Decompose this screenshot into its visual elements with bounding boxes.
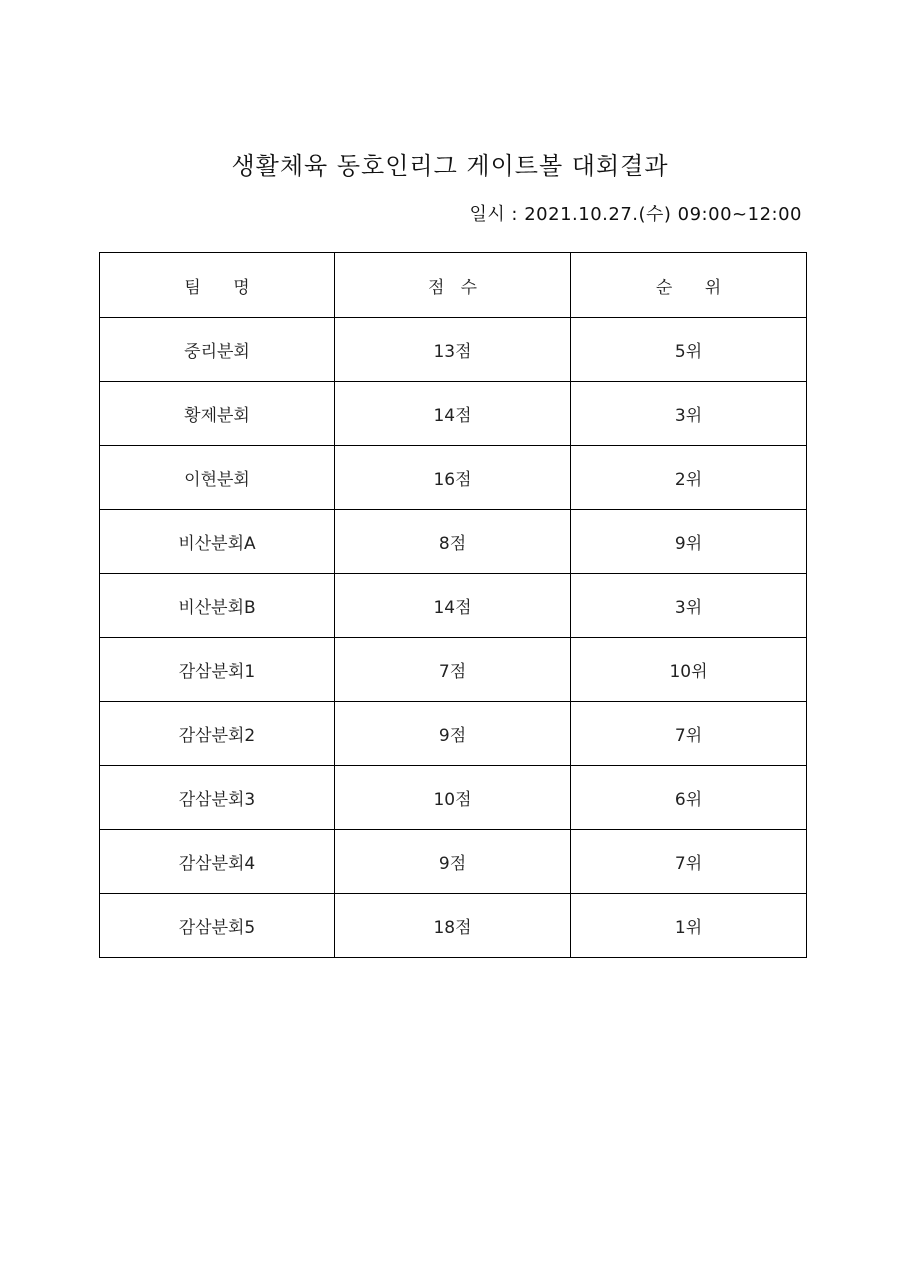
rank-cell: 1위 <box>571 894 807 958</box>
score-cell: 8점 <box>335 510 571 574</box>
table-row <box>100 894 807 958</box>
rank-cell: 3위 <box>571 382 807 446</box>
table-row <box>100 638 807 702</box>
team-cell: 황제분회 <box>100 382 335 446</box>
rank-cell: 7위 <box>571 702 807 766</box>
team-cell: 감삼분회3 <box>100 766 335 830</box>
event-date-line: 일시 : 2021.10.27.(수) 09:00~12:00 <box>469 204 802 225</box>
team-cell: 감삼분회5 <box>100 894 335 958</box>
team-cell: 이현분회 <box>100 446 335 510</box>
team-cell: 감삼분회1 <box>100 638 335 702</box>
team-cell: 중리분회 <box>100 318 335 382</box>
rank-cell: 2위 <box>571 446 807 510</box>
table-row <box>100 702 807 766</box>
score-cell: 16점 <box>335 446 571 510</box>
rank-cell: 6위 <box>571 766 807 830</box>
table-row <box>100 830 807 894</box>
team-cell: 감삼분회4 <box>100 830 335 894</box>
score-cell: 7점 <box>335 638 571 702</box>
header-team: 팀 명 <box>100 253 335 318</box>
team-cell: 비산분회A <box>100 510 335 574</box>
rank-cell: 9위 <box>571 510 807 574</box>
table-row <box>100 382 807 446</box>
results-table <box>99 252 807 958</box>
header-rank: 순 위 <box>571 253 807 318</box>
score-cell: 10점 <box>335 766 571 830</box>
score-cell: 18점 <box>335 894 571 958</box>
score-cell: 13점 <box>335 318 571 382</box>
score-cell: 9점 <box>335 702 571 766</box>
team-cell: 감삼분회2 <box>100 702 335 766</box>
rank-cell: 5위 <box>571 318 807 382</box>
table-header-row <box>100 253 807 318</box>
table-row <box>100 446 807 510</box>
header-score: 점 수 <box>335 253 571 318</box>
score-cell: 9점 <box>335 830 571 894</box>
table-row <box>100 318 807 382</box>
team-cell: 비산분회B <box>100 574 335 638</box>
document-title: 생활체육 동호인리그 게이트볼 대회결과 <box>231 152 669 180</box>
score-cell: 14점 <box>335 382 571 446</box>
rank-cell: 10위 <box>571 638 807 702</box>
table-row <box>100 574 807 638</box>
table-row <box>100 766 807 830</box>
score-cell: 14점 <box>335 574 571 638</box>
table-row <box>100 510 807 574</box>
rank-cell: 3위 <box>571 574 807 638</box>
rank-cell: 7위 <box>571 830 807 894</box>
